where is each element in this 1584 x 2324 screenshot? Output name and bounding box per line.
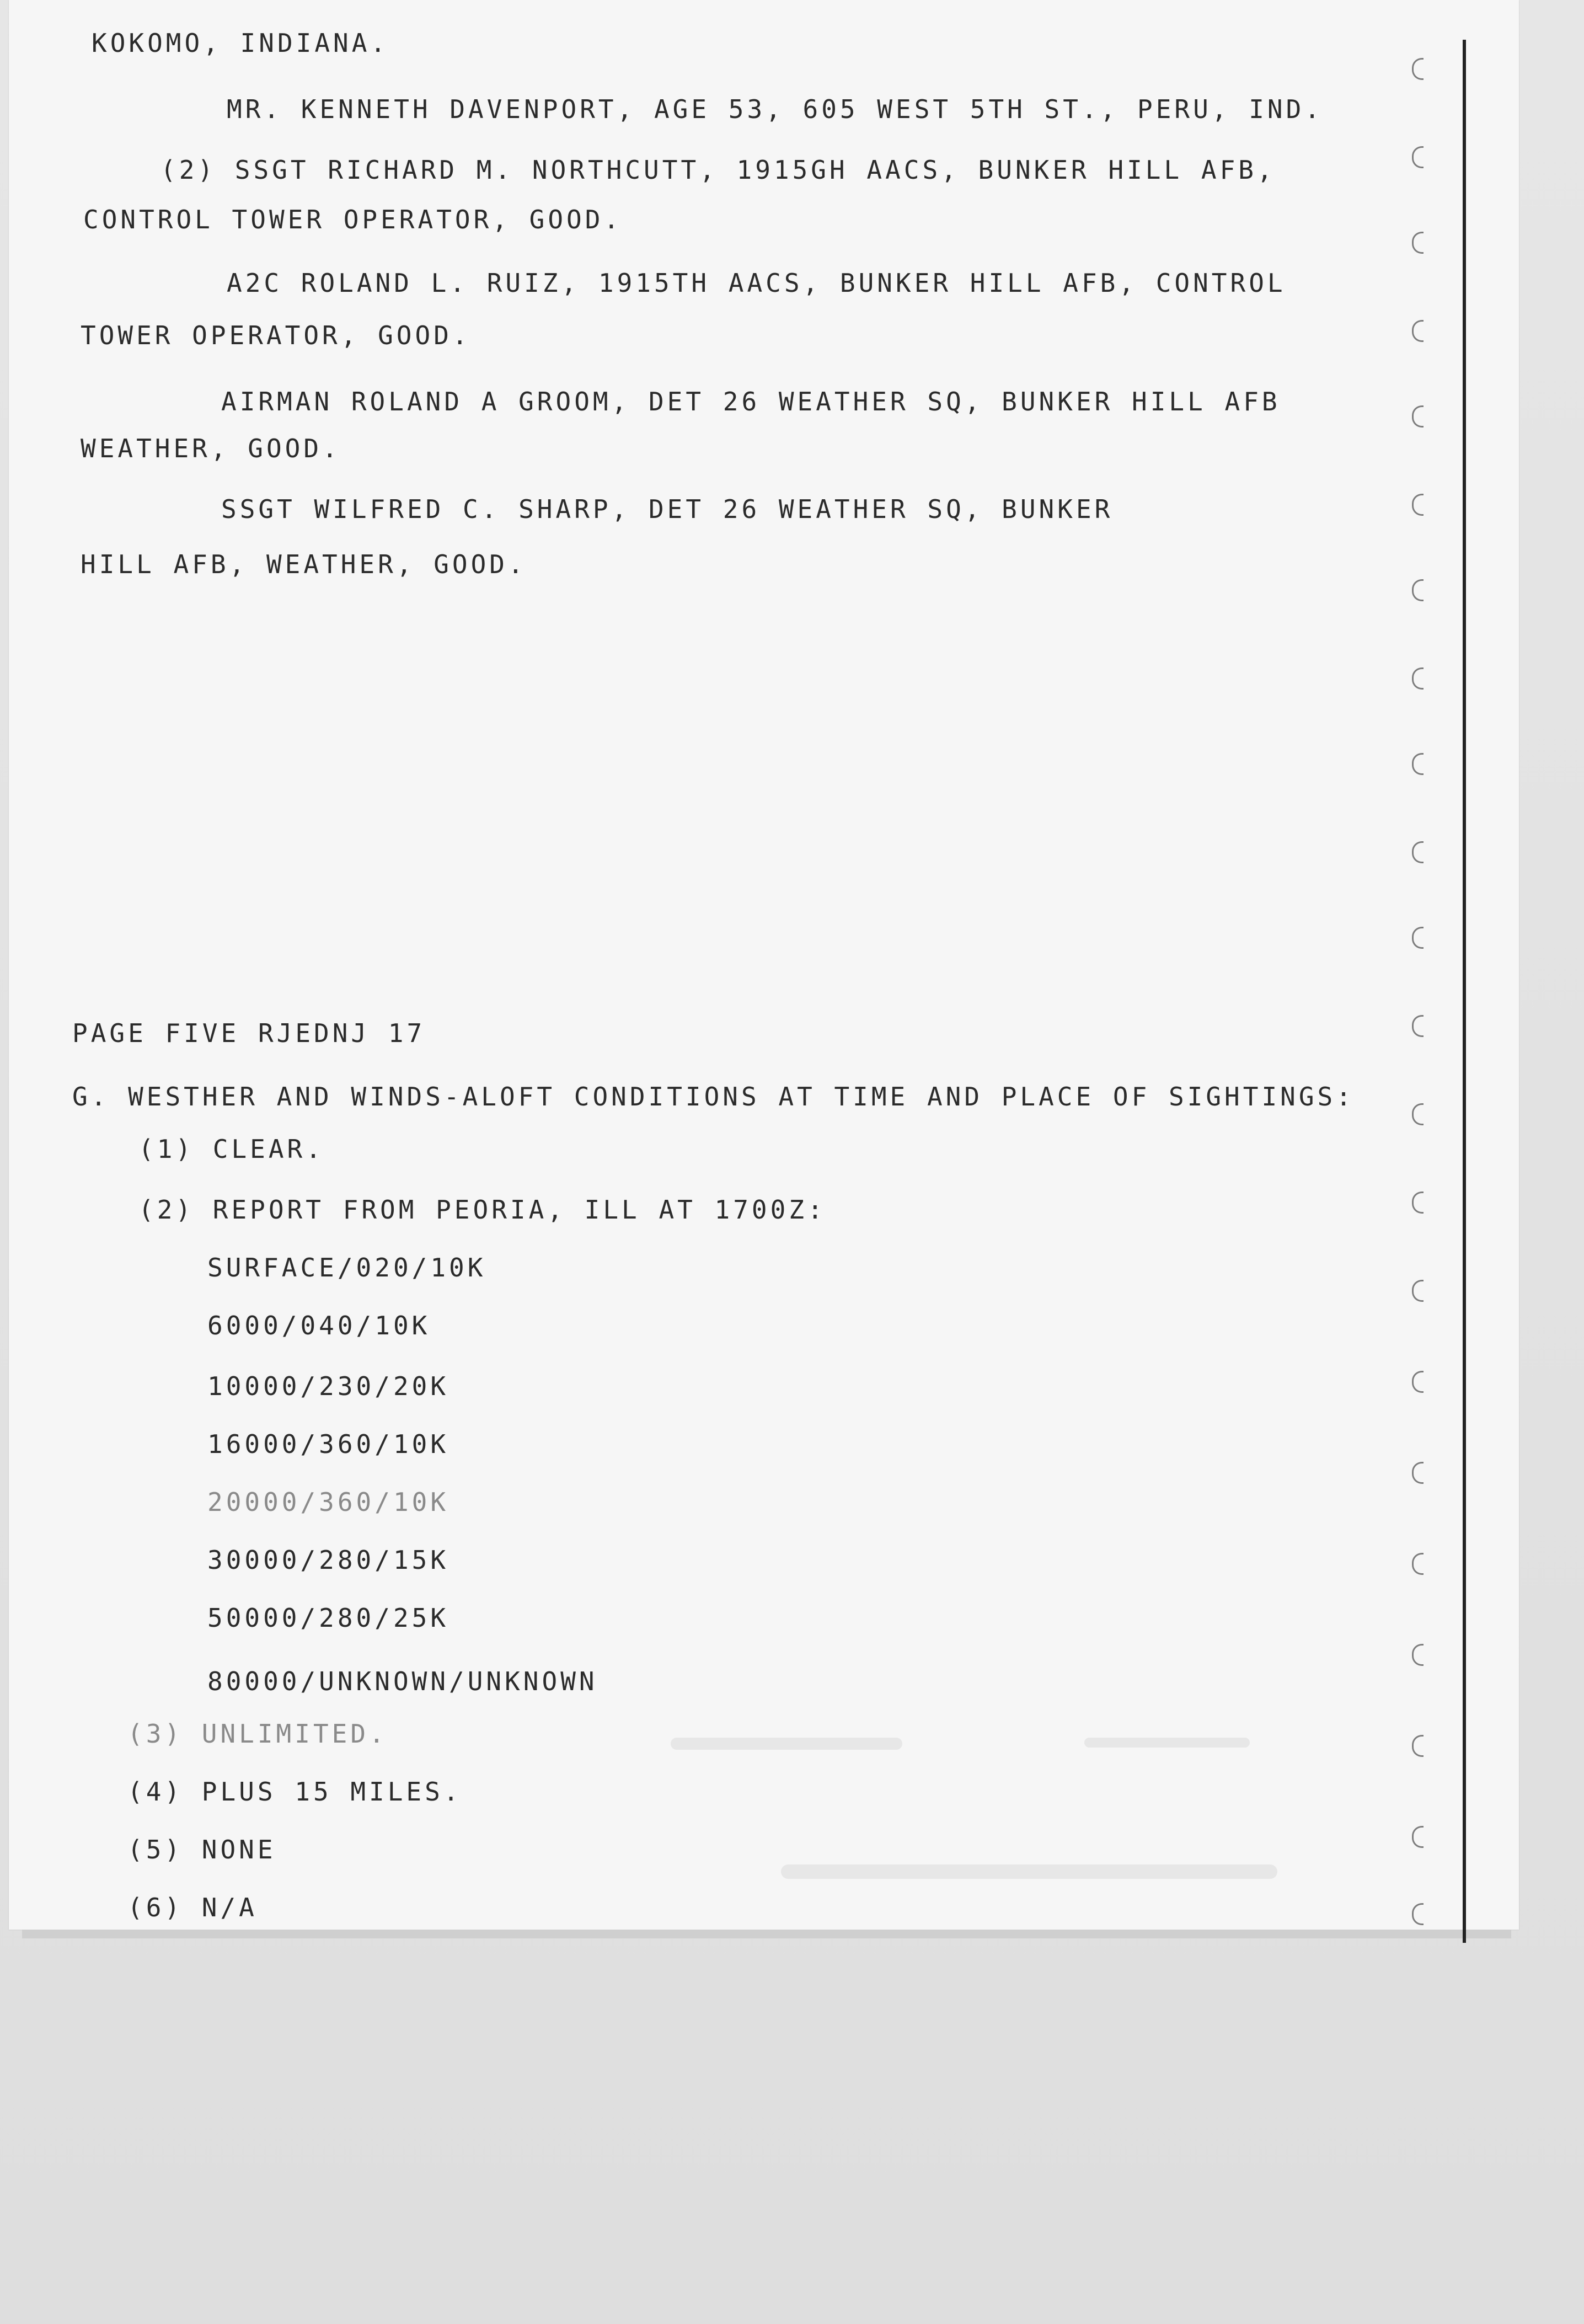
sprocket-mark [1412,320,1424,342]
winds-row: 20000/360/10K [207,1487,449,1517]
item-2-report: (2) REPORT FROM PEORIA, ILL AT 1700Z: [138,1195,826,1225]
sprocket-mark [1412,667,1424,690]
winds-row: 10000/230/20K [207,1371,449,1401]
sprocket-mark [1412,1826,1424,1848]
sprocket-mark [1412,1735,1424,1757]
sprocket-mark [1412,58,1424,80]
text-line-ruiz: A2C ROLAND L. RUIZ, 1915TH AACS, BUNKER HILL AFB, CONTROL [227,268,1286,298]
sprocket-mark [1412,841,1424,863]
item-3-ceiling: (3) UNLIMITED. [127,1719,388,1749]
winds-row: SURFACE/020/10K [207,1253,486,1283]
section-g-title: G. WESTHER AND WINDS-ALOFT CONDITIONS AT TIME AND PLACE OF SIGHTINGS: [72,1082,1355,1112]
text-line-groom: AIRMAN ROLAND A GROOM, DET 26 WEATHER SQ, BUNKER HILL AFB [221,387,1281,416]
sprocket-mark [1412,1015,1424,1037]
scan-smudge [671,1738,902,1750]
sprocket-mark [1412,1553,1424,1575]
text-line-ruiz-role: TOWER OPERATOR, GOOD. [81,320,471,350]
text-line-sharp: SSGT WILFRED C. SHARP, DET 26 WEATHER SQ, BUNKER [221,494,1114,524]
sprocket-mark [1412,1644,1424,1666]
winds-row: 50000/280/25K [207,1603,449,1633]
sprocket-mark [1412,232,1424,254]
document-page [9,0,1519,1930]
winds-row: 16000/360/10K [207,1429,449,1459]
sprocket-mark [1412,1371,1424,1393]
item-1-sky: (1) CLEAR. [138,1134,324,1164]
item-5-cloud-cover: (5) NONE [127,1835,276,1864]
paper-bottom-edge [22,1930,1511,1938]
sprocket-mark [1412,405,1424,428]
page-header: PAGE FIVE RJEDNJ 17 [72,1018,426,1048]
sprocket-mark [1412,1903,1424,1925]
sprocket-mark [1412,1103,1424,1125]
sprocket-mark [1412,1280,1424,1302]
item-4-visibility: (4) PLUS 15 MILES. [127,1777,462,1807]
scan-smudge [1084,1738,1250,1748]
winds-row: 30000/280/15K [207,1545,449,1575]
winds-row: 6000/040/10K [207,1311,431,1340]
text-line-groom-role: WEATHER, GOOD. [81,434,341,463]
scan-smudge [781,1864,1277,1879]
text-line-davenport: MR. KENNETH DAVENPORT, AGE 53, 605 WEST 5TH ST., PERU, IND. [227,94,1323,124]
margin-rule [1463,40,1466,1943]
sprocket-mark [1412,1192,1424,1214]
item-6-thunderstorms: (6) N/A [127,1893,258,1922]
sprocket-mark [1412,753,1424,775]
sprocket-mark [1412,1462,1424,1484]
text-line-northcutt-role: CONTROL TOWER OPERATOR, GOOD. [83,205,623,234]
text-line-sharp-role: HILL AFB, WEATHER, GOOD. [81,549,527,579]
sprocket-mark [1412,146,1424,168]
text-line-kokomo: KOKOMO, INDIANA. [92,28,389,58]
sprocket-mark [1412,927,1424,949]
winds-row: 80000/UNKNOWN/UNKNOWN [207,1666,598,1696]
sprocket-marks [1412,52,1445,1928]
text-line-northcutt: (2) SSGT RICHARD M. NORTHCUTT, 1915GH AACS, BUNKER HILL AFB, [160,155,1276,185]
sprocket-mark [1412,579,1424,601]
sprocket-mark [1412,494,1424,516]
